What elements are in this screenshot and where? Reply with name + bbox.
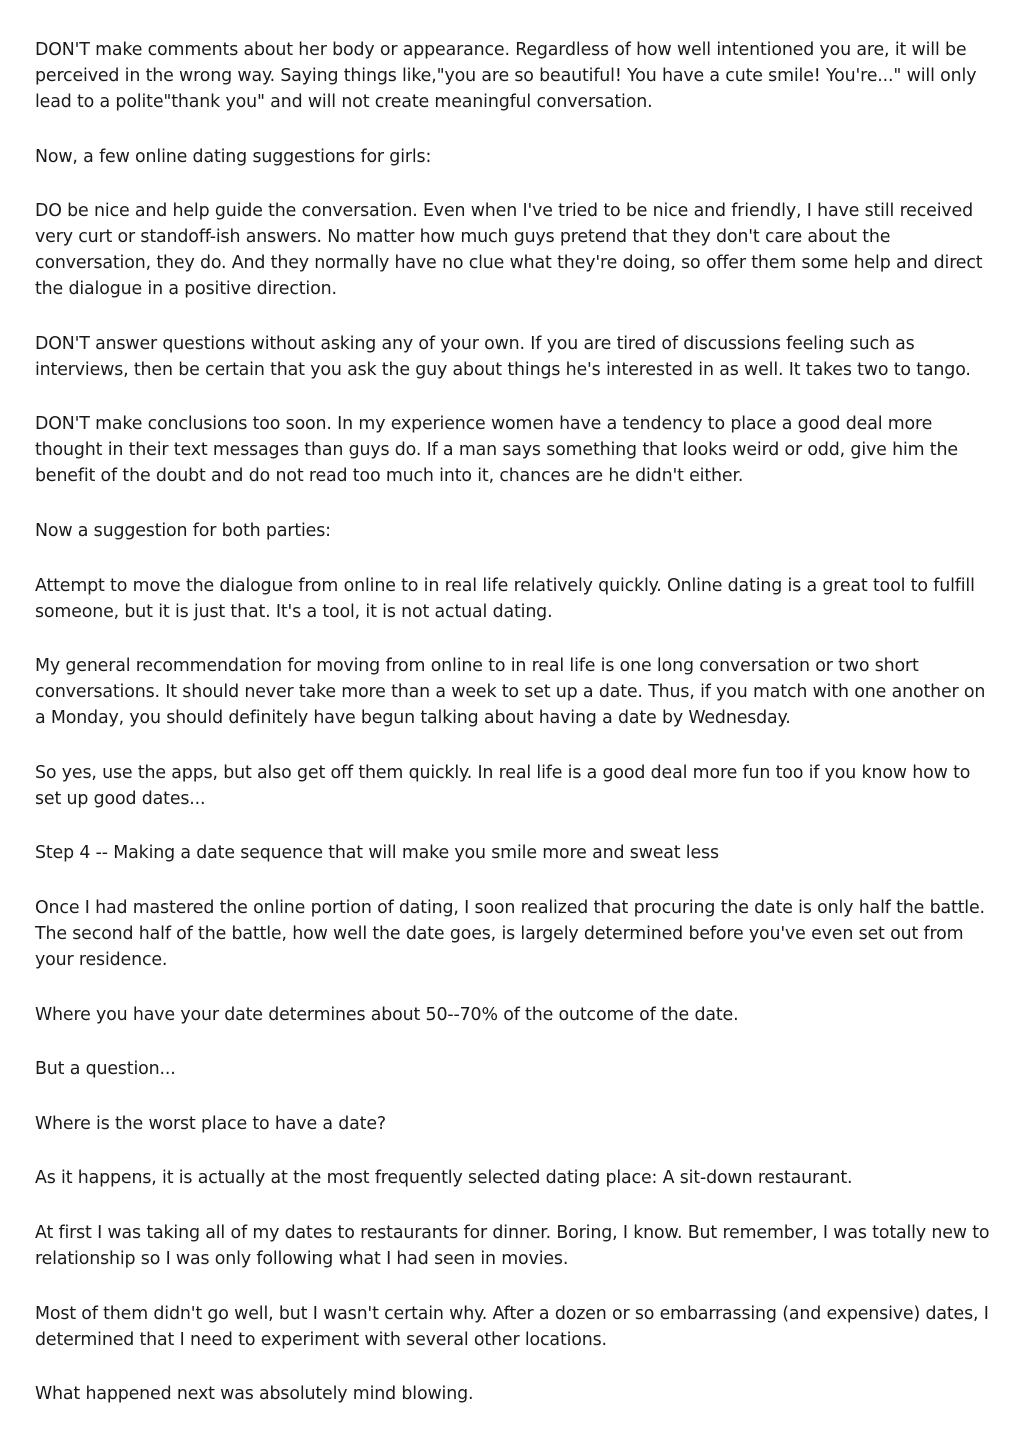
paragraph-sit-down-restaurant: As it happens, it is actually at the most frequently selected dating place: A sit-down restaurant. bbox=[35, 1168, 853, 1189]
paragraph-move-dialogue-offline: Attempt to move the dialogue from online to in real life relatively quickly. Online dating is a great tool to fulfill someone, but it is just that. It's a tool, it is not actual dating. bbox=[35, 575, 975, 622]
paragraph-dont-comment-appearance: DON'T make comments about her body or appearance. Regardless of how well intentioned you are, it will be perceived in the wrong way. Saying things like,"you are so beautiful! You have a cute smile! You're..." will only lead to a polite"thank you" and will not create meaningful conversation. bbox=[35, 40, 977, 112]
paragraph-where-determines-outcome: Where you have your date determines about 50--70% of the outcome of the date. bbox=[35, 1004, 739, 1025]
paragraph-experiment-locations: Most of them didn't go well, but I wasn't certain why. After a dozen or so embarrassing (and expensive) dates, I determined that I need to experiment with several other locations. bbox=[35, 1303, 989, 1350]
paragraph-restaurants-for-dinner: At first I was taking all of my dates to restaurants for dinner. Boring, I know. But remember, I was totally new to relationship so I was only following what I had seen in movies. bbox=[35, 1222, 990, 1269]
paragraph-suggestion-both-parties: Now a suggestion for both parties: bbox=[35, 520, 331, 541]
paragraph-dont-answer-without-asking: DON'T answer questions without asking any of your own. If you are tired of discussions feeling such as interviews, then be certain that you ask the guy about things he's interested in as well. It takes two to tango. bbox=[35, 333, 971, 380]
paragraph-mind-blowing: What happened next was absolutely mind blowing. bbox=[35, 1384, 474, 1405]
document-page bbox=[35, 37, 995, 1407]
paragraph-use-the-apps: So yes, use the apps, but also get off them quickly. In real life is a good deal more fun too if you know how to set up good dates... bbox=[35, 762, 971, 809]
paragraph-suggestions-for-girls: Now, a few online dating suggestions for girls: bbox=[35, 146, 432, 167]
paragraph-mastered-online: Once I had mastered the online portion of dating, I soon realized that procuring the date is only half the battle. The second half of the battle, how well the date goes, is largely determined before you've even set out from your residence. bbox=[35, 897, 985, 970]
paragraph-but-a-question: But a question... bbox=[35, 1059, 176, 1080]
paragraph-dont-make-conclusions: DON'T make conclusions too soon. In my experience women have a tendency to place a good deal more thought in their text messages than guys do. If a man says something that looks weird or odd, give him the benefit of the doubt and do not read too much into it, chances are he didn't either. bbox=[35, 414, 958, 487]
paragraph-do-be-nice: DO be nice and help guide the conversation. Even when I've tried to be nice and friendly, I have still received very curt or standoff-ish answers. No matter how much guys pretend that they don't care about the conversation, they do. And they normally have no clue what they're doing, so offer them some help and direct the dialogue in a positive direction. bbox=[35, 201, 983, 300]
paragraph-general-recommendation: My general recommendation for moving from online to in real life is one long conversation or two short conversations. It should never take more than a week to set up a date. Thus, if you match with one another on a Monday, you should definitely have begun talking about having a date by Wednesday. bbox=[35, 656, 986, 729]
section-heading-step-4: Step 4 -- Making a date sequence that will make you smile more and sweat less bbox=[35, 843, 719, 864]
paragraph-worst-place-question: Where is the worst place to have a date? bbox=[35, 1113, 386, 1134]
